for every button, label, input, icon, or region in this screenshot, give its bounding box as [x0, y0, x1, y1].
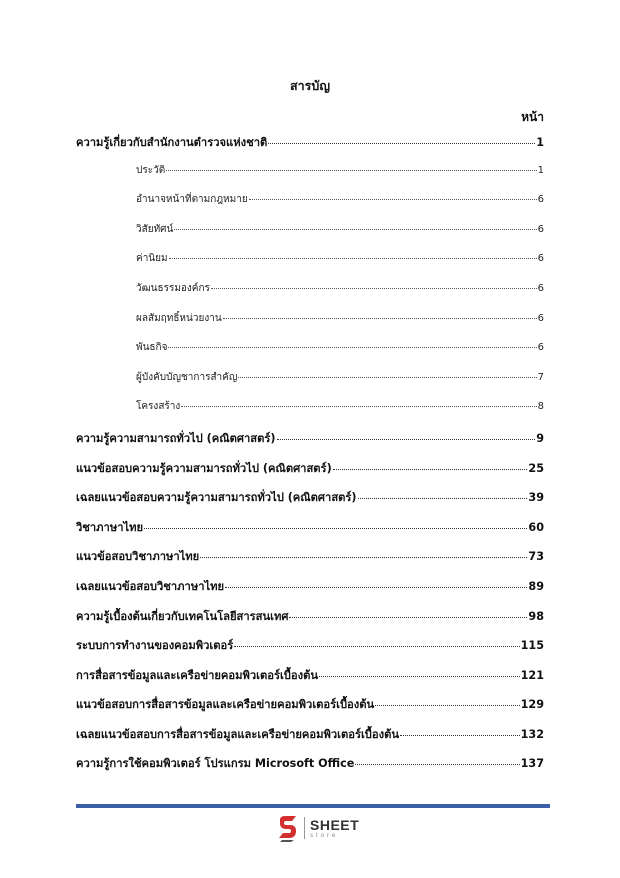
- toc-entry-label: ความรู้การใช้คอมพิวเตอร์ โปรแกรม Microsoft Office: [76, 757, 355, 771]
- toc-entry-page: 6: [537, 223, 544, 235]
- toc-entry-page: 6: [537, 282, 544, 294]
- toc-entry-page: 6: [537, 312, 544, 324]
- toc-entry-page: 39: [528, 491, 544, 505]
- page-column-label: หน้า: [521, 110, 544, 124]
- toc-entry[interactable]: [76, 251, 544, 281]
- toc-entry-label: เฉลยแนวข้อสอบการสื่อสารข้อมูลและเครือข่ายคอมพิวเตอร์เบื้องต้น: [76, 727, 400, 741]
- toc-entry-page: 137: [520, 757, 544, 771]
- toc-leader-dots: [181, 399, 536, 407]
- toc-leader-dots: [234, 637, 519, 647]
- toc-entry-page: 121: [520, 668, 544, 682]
- toc-leader-dots: [225, 578, 527, 588]
- toc-entry-page: 115: [520, 639, 544, 653]
- toc-entry-page: 89: [528, 579, 544, 593]
- toc-entry[interactable]: [76, 695, 544, 725]
- toc-entry-label: ความรู้เกี่ยวกับสำนักงานตำรวจแห่งชาติ: [76, 136, 268, 149]
- toc-entry-label: แนวข้อสอบการสื่อสารข้อมูลและเครือข่ายคอมพิวเตอร์เบื้องต้น: [76, 698, 375, 712]
- toc-entry[interactable]: [76, 399, 544, 429]
- toc-entry-page: 25: [528, 461, 544, 475]
- toc-entry-label: วิชาภาษาไทย: [76, 520, 144, 534]
- toc-leader-dots: [249, 192, 537, 200]
- toc-leader-dots: [144, 519, 527, 529]
- toc-entry-label: ผู้บังคับบัญชาการสำคัญ: [136, 371, 238, 383]
- toc-entry-label: โครงสร้าง: [136, 401, 181, 413]
- toc-entry-page: 7: [537, 371, 544, 383]
- page-title: สารบัญ: [290, 78, 330, 93]
- toc-entry-page: 98: [528, 609, 544, 623]
- footer-rule: [76, 804, 550, 808]
- toc-entry-page: 1: [537, 164, 544, 176]
- toc-entry[interactable]: [76, 518, 544, 548]
- toc-leader-dots: [166, 163, 536, 171]
- toc-leader-dots: [289, 608, 527, 618]
- toc-entry[interactable]: [76, 725, 544, 755]
- toc-entry-page: 1: [536, 136, 544, 149]
- toc-entry-page: 9: [536, 431, 544, 445]
- toc-entry-label: การสื่อสารข้อมูลและเครือข่ายคอมพิวเตอร์เบื้องต้น: [76, 668, 318, 682]
- toc-entry[interactable]: [76, 340, 544, 370]
- toc-entry[interactable]: [76, 311, 544, 341]
- toc-entry[interactable]: [76, 163, 544, 193]
- toc-entry-label: ความรู้เบื้องต้นเกี่ยวกับเทคโนโลยีสารสนเทศ: [76, 609, 289, 623]
- toc-entry[interactable]: [76, 429, 544, 459]
- toc-leader-dots: [268, 134, 535, 144]
- toc-entry-label: วัฒนธรรมองค์กร: [136, 282, 210, 294]
- sheet-store-logo-icon: [276, 814, 300, 842]
- toc-leader-dots: [400, 726, 520, 736]
- toc-leader-dots: [358, 489, 528, 499]
- toc-leader-dots: [211, 281, 537, 289]
- toc-entry-label: ผลสัมฤทธิ์หน่วยงาน: [136, 312, 222, 324]
- toc-entry-label: เฉลยแนวข้อสอบวิชาภาษาไทย: [76, 579, 225, 593]
- logo-name: SHEET: [310, 816, 360, 833]
- toc-entry-label: แนวข้อสอบความรู้ความสามารถทั่วไป (คณิตศาสตร์): [76, 461, 332, 475]
- toc-leader-dots: [333, 460, 528, 470]
- toc-leader-dots: [169, 251, 537, 259]
- logo-subtitle: store: [310, 832, 339, 839]
- toc-entry[interactable]: [76, 192, 544, 222]
- toc-entry-page: 6: [537, 253, 544, 265]
- toc-leader-dots: [174, 222, 536, 230]
- toc-entry-label: พันธกิจ: [136, 342, 168, 354]
- toc-leader-dots: [238, 370, 536, 378]
- toc-entry[interactable]: [76, 636, 544, 666]
- toc-entry-label: ความรู้ความสามารถทั่วไป (คณิตศาสตร์): [76, 431, 276, 445]
- toc-entry[interactable]: [76, 754, 544, 784]
- toc-leader-dots: [200, 548, 527, 558]
- toc-leader-dots: [375, 696, 519, 706]
- toc-entry-page: 8: [537, 401, 544, 413]
- toc-leader-dots: [319, 667, 520, 677]
- toc-entry-page: 60: [528, 520, 544, 534]
- table-of-contents: [76, 133, 544, 784]
- toc-leader-dots: [355, 756, 519, 766]
- toc-leader-dots: [277, 430, 536, 440]
- logo-separator: [304, 817, 305, 839]
- toc-entry-label: แนวข้อสอบวิชาภาษาไทย: [76, 550, 200, 564]
- toc-entry-page: 6: [537, 194, 544, 206]
- toc-leader-dots: [223, 311, 537, 319]
- toc-entry-label: ประวัติ: [136, 164, 166, 176]
- toc-entry[interactable]: [76, 547, 544, 577]
- toc-entry-label: ระบบการทำงานของคอมพิวเตอร์: [76, 639, 234, 653]
- toc-entry-page: 132: [520, 727, 544, 741]
- toc-leader-dots: [168, 340, 536, 348]
- toc-entry[interactable]: [76, 222, 544, 252]
- sheet-store-logo: [276, 814, 359, 842]
- toc-entry[interactable]: [76, 577, 544, 607]
- toc-entry[interactable]: [76, 281, 544, 311]
- toc-entry-page: 73: [528, 550, 544, 564]
- toc-entry-label: เฉลยแนวข้อสอบความรู้ความสามารถทั่วไป (คณิตศาสตร์): [76, 491, 357, 505]
- toc-entry[interactable]: [76, 666, 544, 696]
- toc-entry[interactable]: [76, 370, 544, 400]
- toc-entry-page: 6: [537, 342, 544, 354]
- toc-entry[interactable]: [76, 133, 544, 163]
- toc-entry-label: อำนาจหน้าที่ตามกฎหมาย: [136, 194, 248, 206]
- toc-entry[interactable]: [76, 459, 544, 489]
- toc-entry-label: วิสัยทัศน์: [136, 223, 174, 235]
- toc-entry-label: ค่านิยม: [136, 253, 168, 265]
- toc-entry[interactable]: [76, 488, 544, 518]
- toc-entry-page: 129: [520, 698, 544, 712]
- toc-entry[interactable]: [76, 607, 544, 637]
